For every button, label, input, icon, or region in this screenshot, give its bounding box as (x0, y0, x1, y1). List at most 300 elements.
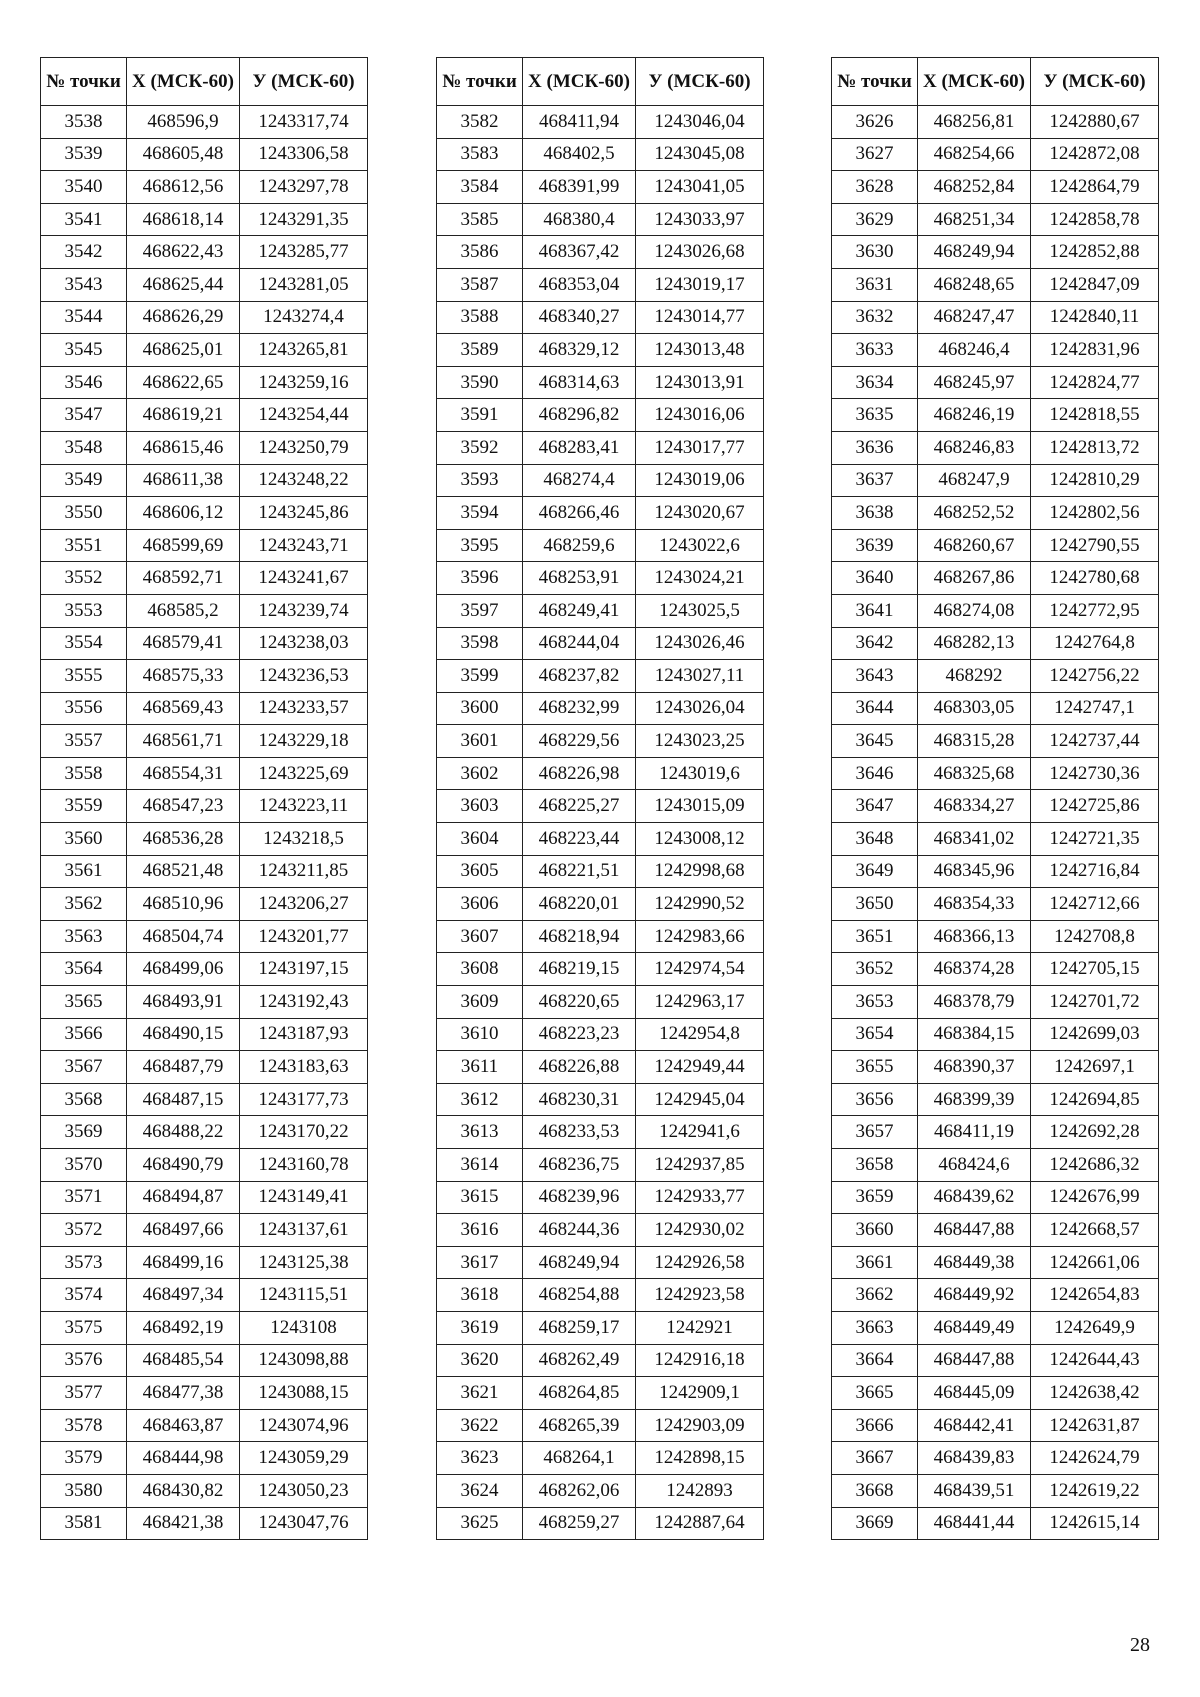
cell-point-number: 3596 (437, 562, 523, 595)
cell-x-coordinate: 468259,17 (523, 1311, 636, 1344)
cell-point-number: 3627 (832, 138, 918, 171)
cell-point-number: 3576 (41, 1344, 127, 1377)
header-point-number: № точки (41, 58, 127, 106)
table-row (832, 203, 1159, 236)
cell-point-number: 3568 (41, 1083, 127, 1116)
table-row (41, 431, 368, 464)
coordinates-table-2 (436, 57, 764, 1540)
table-row (832, 171, 1159, 204)
cell-point-number: 3616 (437, 1214, 523, 1247)
cell-x-coordinate: 468477,38 (127, 1377, 240, 1410)
cell-point-number: 3585 (437, 203, 523, 236)
table-row (437, 1344, 764, 1377)
cell-x-coordinate: 468561,71 (127, 725, 240, 758)
page-number: 28 (1130, 1634, 1150, 1656)
cell-point-number: 3566 (41, 1018, 127, 1051)
cell-y-coordinate: 1242790,55 (1031, 529, 1159, 562)
cell-x-coordinate: 468585,2 (127, 594, 240, 627)
cell-y-coordinate: 1242615,14 (1031, 1507, 1159, 1540)
cell-y-coordinate: 1243160,78 (240, 1149, 368, 1182)
table-row (832, 855, 1159, 888)
cell-y-coordinate: 1243019,17 (636, 268, 764, 301)
table-row (41, 334, 368, 367)
cell-point-number: 3612 (437, 1083, 523, 1116)
cell-point-number: 3587 (437, 268, 523, 301)
cell-x-coordinate: 468223,44 (523, 823, 636, 856)
cell-point-number: 3621 (437, 1377, 523, 1410)
cell-y-coordinate: 1242937,85 (636, 1149, 764, 1182)
cell-x-coordinate: 468253,91 (523, 562, 636, 595)
table-row (41, 1279, 368, 1312)
header-y-coordinate: У (МСК-60) (240, 58, 368, 106)
table-row (832, 1279, 1159, 1312)
cell-point-number: 3595 (437, 529, 523, 562)
table-row (41, 953, 368, 986)
cell-y-coordinate: 1243238,03 (240, 627, 368, 660)
cell-y-coordinate: 1242909,1 (636, 1377, 764, 1410)
cell-point-number: 3590 (437, 366, 523, 399)
cell-y-coordinate: 1242694,85 (1031, 1083, 1159, 1116)
cell-y-coordinate: 1242697,1 (1031, 1051, 1159, 1084)
cell-y-coordinate: 1243254,44 (240, 399, 368, 432)
cell-x-coordinate: 468619,21 (127, 399, 240, 432)
header-y-coordinate: У (МСК-60) (1031, 58, 1159, 106)
cell-x-coordinate: 468449,92 (918, 1279, 1031, 1312)
table-row (832, 138, 1159, 171)
cell-y-coordinate: 1243046,04 (636, 106, 764, 139)
table-row (832, 1083, 1159, 1116)
cell-y-coordinate: 1242893 (636, 1474, 764, 1507)
cell-point-number: 3634 (832, 366, 918, 399)
cell-point-number: 3543 (41, 268, 127, 301)
cell-y-coordinate: 1243218,5 (240, 823, 368, 856)
table-row (832, 562, 1159, 595)
cell-y-coordinate: 1242764,8 (1031, 627, 1159, 660)
cell-y-coordinate: 1242692,28 (1031, 1116, 1159, 1149)
table-row (437, 1214, 764, 1247)
cell-point-number: 3541 (41, 203, 127, 236)
table-row (832, 888, 1159, 921)
cell-y-coordinate: 1243274,4 (240, 301, 368, 334)
table-row (41, 1442, 368, 1475)
cell-y-coordinate: 1242686,32 (1031, 1149, 1159, 1182)
table-row (437, 1442, 764, 1475)
table-row (41, 986, 368, 1019)
table-row (41, 464, 368, 497)
cell-point-number: 3661 (832, 1246, 918, 1279)
cell-x-coordinate: 468264,1 (523, 1442, 636, 1475)
cell-point-number: 3620 (437, 1344, 523, 1377)
cell-x-coordinate: 468274,4 (523, 464, 636, 497)
cell-y-coordinate: 1243050,23 (240, 1474, 368, 1507)
cell-point-number: 3597 (437, 594, 523, 627)
table-row (832, 236, 1159, 269)
cell-x-coordinate: 468449,49 (918, 1311, 1031, 1344)
table-row (437, 1279, 764, 1312)
cell-point-number: 3618 (437, 1279, 523, 1312)
table-header-row (437, 58, 764, 106)
cell-point-number: 3605 (437, 855, 523, 888)
cell-point-number: 3563 (41, 920, 127, 953)
cell-x-coordinate: 468220,01 (523, 888, 636, 921)
cell-y-coordinate: 1243008,12 (636, 823, 764, 856)
cell-x-coordinate: 468421,38 (127, 1507, 240, 1540)
cell-x-coordinate: 468449,38 (918, 1246, 1031, 1279)
cell-x-coordinate: 468554,31 (127, 757, 240, 790)
cell-x-coordinate: 468441,44 (918, 1507, 1031, 1540)
cell-y-coordinate: 1243022,6 (636, 529, 764, 562)
cell-y-coordinate: 1242737,44 (1031, 725, 1159, 758)
cell-y-coordinate: 1243225,69 (240, 757, 368, 790)
cell-point-number: 3567 (41, 1051, 127, 1084)
table-row (832, 627, 1159, 660)
cell-point-number: 3635 (832, 399, 918, 432)
cell-x-coordinate: 468622,43 (127, 236, 240, 269)
cell-y-coordinate: 1242983,66 (636, 920, 764, 953)
cell-point-number: 3552 (41, 562, 127, 595)
cell-point-number: 3539 (41, 138, 127, 171)
cell-y-coordinate: 1242921 (636, 1311, 764, 1344)
cell-y-coordinate: 1242903,09 (636, 1409, 764, 1442)
cell-point-number: 3565 (41, 986, 127, 1019)
table-row (437, 1083, 764, 1116)
cell-y-coordinate: 1242644,43 (1031, 1344, 1159, 1377)
table-row (437, 725, 764, 758)
cell-y-coordinate: 1243211,85 (240, 855, 368, 888)
table-row (41, 1377, 368, 1410)
cell-point-number: 3582 (437, 106, 523, 139)
cell-point-number: 3607 (437, 920, 523, 953)
cell-x-coordinate: 468622,65 (127, 366, 240, 399)
table-row (832, 366, 1159, 399)
table-row (832, 1409, 1159, 1442)
table-row (437, 399, 764, 432)
cell-y-coordinate: 1242963,17 (636, 986, 764, 1019)
cell-y-coordinate: 1242712,66 (1031, 888, 1159, 921)
table-row (437, 106, 764, 139)
cell-y-coordinate: 1242676,99 (1031, 1181, 1159, 1214)
cell-point-number: 3666 (832, 1409, 918, 1442)
cell-y-coordinate: 1243233,57 (240, 692, 368, 725)
cell-x-coordinate: 468303,05 (918, 692, 1031, 725)
cell-x-coordinate: 468264,85 (523, 1377, 636, 1410)
cell-y-coordinate: 1242705,15 (1031, 953, 1159, 986)
cell-point-number: 3649 (832, 855, 918, 888)
cell-y-coordinate: 1243017,77 (636, 431, 764, 464)
cell-x-coordinate: 468262,49 (523, 1344, 636, 1377)
cell-y-coordinate: 1242933,77 (636, 1181, 764, 1214)
cell-x-coordinate: 468254,66 (918, 138, 1031, 171)
cell-x-coordinate: 468367,42 (523, 236, 636, 269)
table-row (832, 1116, 1159, 1149)
cell-y-coordinate: 1242699,03 (1031, 1018, 1159, 1051)
cell-point-number: 3664 (832, 1344, 918, 1377)
cell-point-number: 3578 (41, 1409, 127, 1442)
cell-x-coordinate: 468439,51 (918, 1474, 1031, 1507)
cell-x-coordinate: 468625,01 (127, 334, 240, 367)
cell-point-number: 3658 (832, 1149, 918, 1182)
cell-point-number: 3639 (832, 529, 918, 562)
cell-y-coordinate: 1243125,38 (240, 1246, 368, 1279)
cell-y-coordinate: 1243033,97 (636, 203, 764, 236)
cell-y-coordinate: 1242941,6 (636, 1116, 764, 1149)
cell-x-coordinate: 468492,19 (127, 1311, 240, 1344)
cell-x-coordinate: 468615,46 (127, 431, 240, 464)
cell-y-coordinate: 1243149,41 (240, 1181, 368, 1214)
cell-point-number: 3644 (832, 692, 918, 725)
cell-y-coordinate: 1242730,36 (1031, 757, 1159, 790)
cell-y-coordinate: 1243223,11 (240, 790, 368, 823)
cell-y-coordinate: 1242831,96 (1031, 334, 1159, 367)
cell-point-number: 3633 (832, 334, 918, 367)
cell-x-coordinate: 468411,19 (918, 1116, 1031, 1149)
cell-x-coordinate: 468399,39 (918, 1083, 1031, 1116)
table-row (437, 953, 764, 986)
cell-y-coordinate: 1243241,67 (240, 562, 368, 595)
cell-x-coordinate: 468521,48 (127, 855, 240, 888)
cell-x-coordinate: 468315,28 (918, 725, 1031, 758)
cell-point-number: 3544 (41, 301, 127, 334)
cell-x-coordinate: 468494,87 (127, 1181, 240, 1214)
cell-point-number: 3547 (41, 399, 127, 432)
cell-point-number: 3553 (41, 594, 127, 627)
cell-x-coordinate: 468592,71 (127, 562, 240, 595)
cell-y-coordinate: 1242708,8 (1031, 920, 1159, 953)
cell-x-coordinate: 468547,23 (127, 790, 240, 823)
cell-point-number: 3586 (437, 236, 523, 269)
cell-y-coordinate: 1243285,77 (240, 236, 368, 269)
cell-y-coordinate: 1242872,08 (1031, 138, 1159, 171)
coordinates-table-3 (831, 57, 1159, 1540)
cell-y-coordinate: 1243020,67 (636, 497, 764, 530)
cell-x-coordinate: 468267,86 (918, 562, 1031, 595)
table-row (437, 464, 764, 497)
cell-y-coordinate: 1243243,71 (240, 529, 368, 562)
table-row (437, 301, 764, 334)
cell-point-number: 3554 (41, 627, 127, 660)
table-row (437, 171, 764, 204)
cell-point-number: 3562 (41, 888, 127, 921)
cell-point-number: 3615 (437, 1181, 523, 1214)
cell-x-coordinate: 468259,27 (523, 1507, 636, 1540)
cell-point-number: 3573 (41, 1246, 127, 1279)
table-row (437, 627, 764, 660)
table-row (832, 660, 1159, 693)
table-row (41, 594, 368, 627)
cell-x-coordinate: 468334,27 (918, 790, 1031, 823)
cell-y-coordinate: 1243023,25 (636, 725, 764, 758)
cell-y-coordinate: 1242926,58 (636, 1246, 764, 1279)
table-row (41, 1344, 368, 1377)
cell-x-coordinate: 468442,41 (918, 1409, 1031, 1442)
cell-x-coordinate: 468374,28 (918, 953, 1031, 986)
cell-point-number: 3540 (41, 171, 127, 204)
cell-x-coordinate: 468499,16 (127, 1246, 240, 1279)
cell-point-number: 3580 (41, 1474, 127, 1507)
cell-x-coordinate: 468447,88 (918, 1214, 1031, 1247)
table-row (41, 236, 368, 269)
table-row (437, 138, 764, 171)
cell-x-coordinate: 468384,15 (918, 1018, 1031, 1051)
cell-point-number: 3601 (437, 725, 523, 758)
cell-point-number: 3663 (832, 1311, 918, 1344)
cell-y-coordinate: 1242998,68 (636, 855, 764, 888)
cell-x-coordinate: 468618,14 (127, 203, 240, 236)
cell-x-coordinate: 468599,69 (127, 529, 240, 562)
cell-x-coordinate: 468411,94 (523, 106, 636, 139)
cell-y-coordinate: 1243019,6 (636, 757, 764, 790)
table-row (437, 855, 764, 888)
cell-x-coordinate: 468259,6 (523, 529, 636, 562)
table-row (41, 725, 368, 758)
cell-x-coordinate: 468247,47 (918, 301, 1031, 334)
cell-point-number: 3558 (41, 757, 127, 790)
table-row (41, 399, 368, 432)
cell-x-coordinate: 468244,04 (523, 627, 636, 660)
table-row (832, 1214, 1159, 1247)
cell-x-coordinate: 468237,82 (523, 660, 636, 693)
cell-x-coordinate: 468353,04 (523, 268, 636, 301)
header-point-number: № точки (437, 58, 523, 106)
cell-y-coordinate: 1242810,29 (1031, 464, 1159, 497)
cell-point-number: 3643 (832, 660, 918, 693)
cell-point-number: 3545 (41, 334, 127, 367)
table-row (832, 1442, 1159, 1475)
cell-point-number: 3611 (437, 1051, 523, 1084)
cell-point-number: 3651 (832, 920, 918, 953)
cell-y-coordinate: 1243059,29 (240, 1442, 368, 1475)
cell-point-number: 3650 (832, 888, 918, 921)
cell-point-number: 3577 (41, 1377, 127, 1410)
cell-point-number: 3667 (832, 1442, 918, 1475)
cell-x-coordinate: 468251,34 (918, 203, 1031, 236)
table-row (437, 1311, 764, 1344)
cell-x-coordinate: 468366,13 (918, 920, 1031, 953)
table-row (41, 497, 368, 530)
table-row (41, 1018, 368, 1051)
cell-point-number: 3555 (41, 660, 127, 693)
cell-y-coordinate: 1243250,79 (240, 431, 368, 464)
table-row (41, 1149, 368, 1182)
header-point-number: № точки (832, 58, 918, 106)
cell-x-coordinate: 468487,15 (127, 1083, 240, 1116)
cell-y-coordinate: 1242649,9 (1031, 1311, 1159, 1344)
cell-y-coordinate: 1243170,22 (240, 1116, 368, 1149)
cell-y-coordinate: 1243026,68 (636, 236, 764, 269)
cell-point-number: 3632 (832, 301, 918, 334)
cell-y-coordinate: 1242858,78 (1031, 203, 1159, 236)
cell-point-number: 3631 (832, 268, 918, 301)
cell-x-coordinate: 468605,48 (127, 138, 240, 171)
table-row (832, 1246, 1159, 1279)
cell-x-coordinate: 468265,39 (523, 1409, 636, 1442)
cell-point-number: 3636 (832, 431, 918, 464)
cell-point-number: 3656 (832, 1083, 918, 1116)
cell-point-number: 3603 (437, 790, 523, 823)
cell-y-coordinate: 1242624,79 (1031, 1442, 1159, 1475)
cell-y-coordinate: 1242990,52 (636, 888, 764, 921)
cell-x-coordinate: 468569,43 (127, 692, 240, 725)
cell-point-number: 3599 (437, 660, 523, 693)
cell-x-coordinate: 468596,9 (127, 106, 240, 139)
table-row (437, 236, 764, 269)
table-row (832, 529, 1159, 562)
table-row (41, 1116, 368, 1149)
cell-y-coordinate: 1242654,83 (1031, 1279, 1159, 1312)
cell-y-coordinate: 1243297,78 (240, 171, 368, 204)
cell-x-coordinate: 468612,56 (127, 171, 240, 204)
cell-x-coordinate: 468391,99 (523, 171, 636, 204)
table-row (437, 529, 764, 562)
cell-y-coordinate: 1242721,35 (1031, 823, 1159, 856)
cell-y-coordinate: 1242813,72 (1031, 431, 1159, 464)
cell-x-coordinate: 468504,74 (127, 920, 240, 953)
cell-x-coordinate: 468485,54 (127, 1344, 240, 1377)
cell-x-coordinate: 468445,09 (918, 1377, 1031, 1410)
table-row (832, 1377, 1159, 1410)
cell-y-coordinate: 1242824,77 (1031, 366, 1159, 399)
cell-point-number: 3592 (437, 431, 523, 464)
cell-point-number: 3548 (41, 431, 127, 464)
cell-y-coordinate: 1242631,87 (1031, 1409, 1159, 1442)
cell-point-number: 3645 (832, 725, 918, 758)
cell-x-coordinate: 468226,88 (523, 1051, 636, 1084)
cell-point-number: 3647 (832, 790, 918, 823)
cell-x-coordinate: 468246,83 (918, 431, 1031, 464)
table-row (832, 268, 1159, 301)
cell-point-number: 3659 (832, 1181, 918, 1214)
table-row (437, 986, 764, 1019)
cell-x-coordinate: 468219,15 (523, 953, 636, 986)
cell-x-coordinate: 468292 (918, 660, 1031, 693)
table-row (41, 823, 368, 856)
cell-y-coordinate: 1242668,57 (1031, 1214, 1159, 1247)
cell-point-number: 3561 (41, 855, 127, 888)
table-row (832, 725, 1159, 758)
table-row (41, 1311, 368, 1344)
table-row (41, 1181, 368, 1214)
cell-point-number: 3583 (437, 138, 523, 171)
cell-x-coordinate: 468497,34 (127, 1279, 240, 1312)
cell-point-number: 3606 (437, 888, 523, 921)
cell-x-coordinate: 468510,96 (127, 888, 240, 921)
cell-point-number: 3564 (41, 953, 127, 986)
cell-point-number: 3579 (41, 1442, 127, 1475)
cell-point-number: 3591 (437, 399, 523, 432)
cell-y-coordinate: 1243259,16 (240, 366, 368, 399)
cell-y-coordinate: 1243291,35 (240, 203, 368, 236)
cell-point-number: 3575 (41, 1311, 127, 1344)
cell-x-coordinate: 468579,41 (127, 627, 240, 660)
cell-x-coordinate: 468236,75 (523, 1149, 636, 1182)
cell-point-number: 3589 (437, 334, 523, 367)
cell-x-coordinate: 468390,37 (918, 1051, 1031, 1084)
cell-x-coordinate: 468230,31 (523, 1083, 636, 1116)
cell-y-coordinate: 1243098,88 (240, 1344, 368, 1377)
cell-x-coordinate: 468246,4 (918, 334, 1031, 367)
table-row (437, 431, 764, 464)
table-row (41, 1474, 368, 1507)
cell-x-coordinate: 468402,5 (523, 138, 636, 171)
table-row (832, 1311, 1159, 1344)
cell-y-coordinate: 1242949,44 (636, 1051, 764, 1084)
cell-x-coordinate: 468254,88 (523, 1279, 636, 1312)
table-row (41, 888, 368, 921)
cell-y-coordinate: 1242887,64 (636, 1507, 764, 1540)
cell-x-coordinate: 468252,84 (918, 171, 1031, 204)
header-x-coordinate: Х (МСК-60) (523, 58, 636, 106)
table-row (832, 594, 1159, 627)
